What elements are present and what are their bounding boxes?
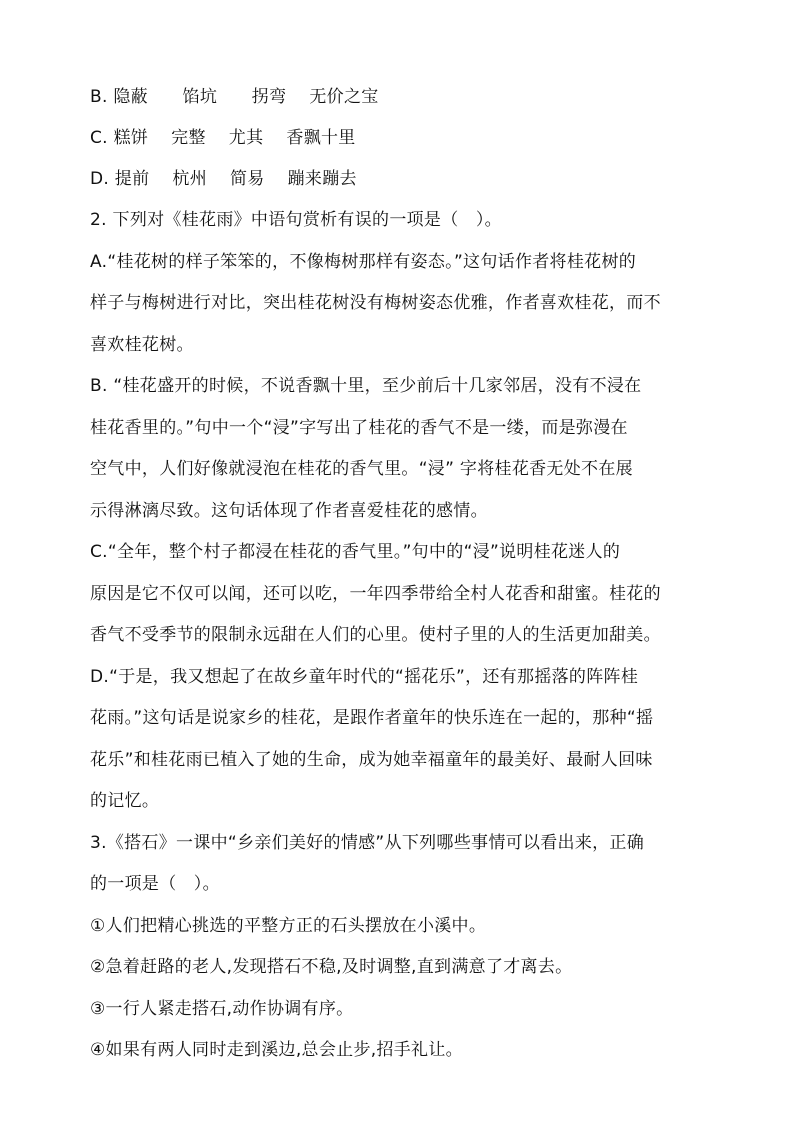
q2-option-a-line-3: 喜欢桂花树。 — [90, 335, 194, 355]
q2-option-b-line-2: 桂花香里的。”句中一个“浸”字写出了桂花的香气不是一缕，而是弥漫在 — [90, 418, 628, 438]
question-3-stem-line-1: 3.《搭石》一课中“乡亲们美好的情感”从下列哪些事情可以看出来，正确 — [90, 833, 645, 853]
question-2-stem: 2. 下列对《桂花雨》中语句赏析有误的一项是（ ）。 — [90, 210, 502, 230]
q2-option-b-line-4: 示得淋漓尽致。这句话体现了作者喜爱桂花的感情。 — [90, 501, 488, 521]
question-3-stem-line-2: 的一项是（ ）。 — [90, 874, 220, 894]
q3-item-1: ①人们把精心挑选的平整方正的石头摆放在小溪中。 — [90, 916, 487, 936]
q2-option-a-line-2: 样子与梅树进行对比，突出桂花树没有梅树姿态优雅，作者喜欢桂花，而不 — [90, 293, 661, 313]
q2-option-d-line-2: 花雨。”这句话是说家乡的桂花，是跟作者童年的快乐连在一起的，那种“摇 — [90, 708, 654, 728]
q2-option-c-line-3: 香气不受季节的限制永远甜在人们的心里。使村子里的人的生活更加甜美。 — [90, 625, 661, 645]
option-c-words: C. 糕饼 完整 尤其 香飘十里 — [90, 128, 356, 148]
q2-option-d-line-3: 花乐”和桂花雨已植入了她的生命，成为她幸福童年的最美好、最耐人回味 — [90, 750, 653, 770]
option-d-words: D. 提前 杭州 简易 蹦来蹦去 — [90, 169, 357, 189]
q3-item-2: ②急着赶路的老人,发现搭石不稳,及时调整,直到满意了才离去。 — [90, 957, 573, 977]
q2-option-c-line-2: 原因是它不仅可以闻，还可以吃，一年四季带给全村人花香和甜蜜。桂花的 — [90, 584, 661, 604]
option-b-words: B. 隐蔽 馅坑 拐弯 无价之宝 — [90, 87, 379, 107]
q2-option-b-line-3: 空气中，人们好像就浸泡在桂花的香气里。“浸” 字将桂花香无处不在展 — [90, 459, 633, 479]
q2-option-c-line-1: C.“全年，整个村子都浸在桂花的香气里。”句中的“浸”说明桂花迷人的 — [90, 542, 621, 562]
q3-item-4: ④如果有两人同时走到溪边,总会止步,招手礼让。 — [90, 1040, 463, 1060]
q3-item-3: ③一行人紧走搭石,动作协调有序。 — [90, 999, 354, 1019]
q2-option-d-line-4: 的记忆。 — [90, 791, 160, 811]
q2-option-a-line-1: A.“桂花树的样子笨笨的，不像梅树那样有姿态。”这句话作者将桂花树的 — [90, 252, 637, 272]
q2-option-d-line-1: D.“于是，我又想起了在故乡童年时代的“摇花乐”，还有那摇落的阵阵桂 — [90, 667, 639, 687]
q2-option-b-line-1: B. “桂花盛开的时候，不说香飘十里，至少前后十几家邻居，没有不浸在 — [90, 376, 642, 396]
